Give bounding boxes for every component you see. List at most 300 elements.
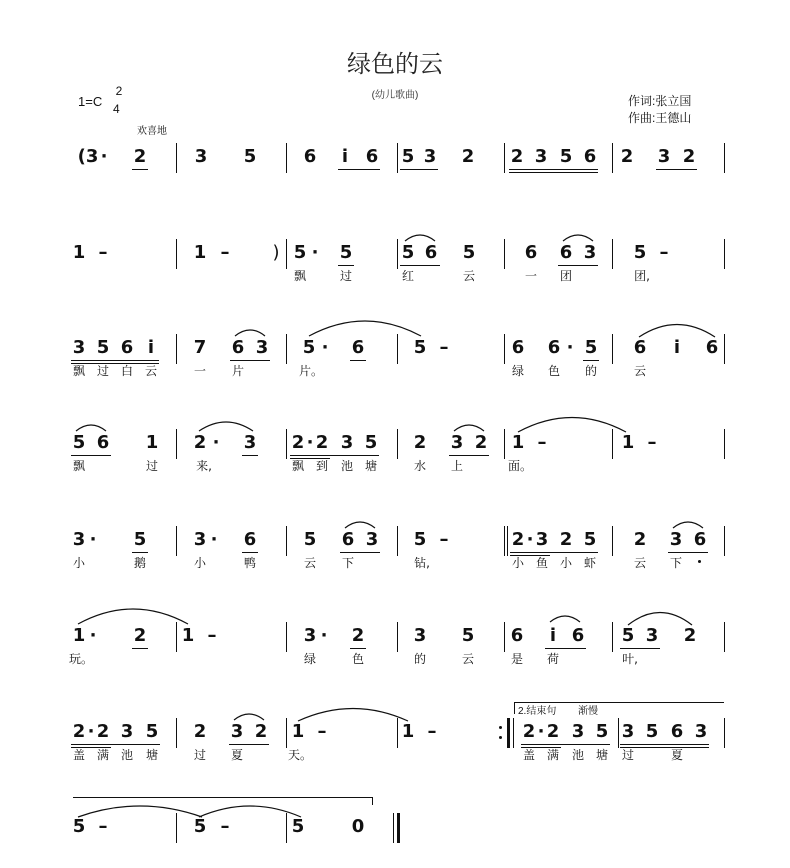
barline	[618, 718, 619, 748]
note: 6	[633, 337, 647, 358]
note: 3	[534, 146, 548, 167]
underline	[509, 169, 598, 170]
barline	[397, 622, 398, 652]
barline	[504, 334, 505, 364]
slur	[548, 612, 582, 624]
underline	[545, 648, 586, 649]
note: 5	[413, 337, 427, 358]
barline	[286, 718, 287, 748]
slur	[452, 421, 486, 433]
repeat-barline-thick	[507, 718, 510, 748]
underline	[449, 455, 489, 456]
note: 6	[693, 529, 707, 550]
lyric: 过	[621, 748, 635, 762]
note: 3	[303, 625, 317, 646]
underline	[620, 648, 660, 649]
note-high: i	[341, 146, 349, 167]
barline	[504, 143, 505, 173]
barline	[176, 429, 177, 459]
underline	[583, 360, 599, 361]
note: 3	[450, 432, 464, 453]
slur	[635, 318, 719, 340]
note: 2	[72, 721, 86, 742]
lyricist: 作词:张立国	[628, 94, 692, 108]
lyric: 片。	[298, 364, 324, 378]
barline	[724, 622, 725, 652]
note: 6	[510, 625, 524, 646]
note: 5	[193, 816, 207, 837]
lyric: 盖	[72, 748, 86, 762]
lyric: 一	[524, 269, 538, 283]
underline	[71, 360, 159, 361]
barline	[176, 239, 177, 269]
composer: 作曲:王德山	[628, 111, 692, 125]
dash: –	[98, 816, 108, 837]
dash: –	[647, 432, 657, 453]
underline	[71, 455, 111, 456]
lyric: 过	[145, 459, 159, 473]
dash: –	[659, 242, 669, 263]
note: 3	[657, 146, 671, 167]
note: 6	[524, 242, 538, 263]
barline	[286, 429, 287, 459]
note: 3	[669, 529, 683, 550]
barline	[612, 526, 613, 556]
lyric: 绿	[511, 364, 525, 378]
note: 2	[546, 721, 560, 742]
note: 3	[194, 146, 208, 167]
dash: –	[427, 721, 437, 742]
note: 2	[461, 146, 475, 167]
barline	[507, 526, 508, 556]
note: 3	[72, 529, 86, 550]
note: 6	[96, 432, 110, 453]
lyric: 团	[559, 269, 573, 283]
slur	[624, 606, 696, 628]
slur	[232, 710, 266, 722]
barline	[612, 239, 613, 269]
note: 6	[341, 529, 355, 550]
augmentation-dot: ·	[537, 721, 545, 742]
barline	[504, 622, 505, 652]
lyric: 满	[546, 748, 560, 762]
note: 5	[364, 432, 378, 453]
volta-tempo: 渐慢	[578, 706, 598, 717]
dash: –	[220, 242, 230, 263]
time-signature: 2 4	[113, 83, 125, 118]
key-signature: 1=C	[78, 94, 103, 109]
lyric: 下	[341, 556, 355, 570]
note: 5	[243, 146, 257, 167]
slur	[514, 411, 630, 435]
lyric: 片	[231, 364, 245, 378]
note: 5	[72, 432, 86, 453]
note: 6	[365, 146, 379, 167]
barline	[724, 334, 725, 364]
note: 6	[231, 337, 245, 358]
volta-label: 2.结束句	[518, 706, 557, 717]
note: 5	[584, 337, 598, 358]
lyric: 池	[571, 748, 585, 762]
note: 2	[96, 721, 110, 742]
barline	[724, 143, 725, 173]
slur	[671, 518, 705, 530]
note: 2	[511, 529, 525, 550]
slur	[233, 326, 267, 338]
note: 2	[510, 146, 524, 167]
note: 2	[474, 432, 488, 453]
lyric: 来,	[196, 459, 212, 473]
lyric: 飘	[72, 364, 86, 378]
lyric: 池	[340, 459, 354, 473]
barline	[286, 622, 287, 652]
tie-line	[73, 797, 372, 798]
lyric: 是	[510, 652, 524, 666]
note: 1	[145, 432, 159, 453]
note: 5	[583, 529, 597, 550]
note: 5	[72, 816, 86, 837]
final-barline-thick	[397, 813, 400, 843]
repeat-barline-thin	[513, 718, 514, 748]
lyric: 的	[584, 364, 598, 378]
lyric: 水	[413, 459, 427, 473]
note: 6	[243, 529, 257, 550]
underline	[71, 744, 160, 745]
lyric: 到	[315, 459, 329, 473]
lyric: 飘	[291, 459, 305, 473]
barline	[612, 622, 613, 652]
underline	[290, 455, 379, 456]
lyric: 虾	[583, 556, 597, 570]
barline	[176, 526, 177, 556]
lyric: 鸭	[243, 556, 257, 570]
note: 3	[120, 721, 134, 742]
lyric: 云	[303, 556, 317, 570]
time-signature-top: 2	[115, 84, 123, 98]
underline	[242, 552, 258, 553]
note: 3	[365, 529, 379, 550]
dash: –	[439, 337, 449, 358]
note: 5	[645, 721, 659, 742]
note: 5	[293, 242, 307, 263]
note: 6	[120, 337, 134, 358]
lyric: 小	[193, 556, 207, 570]
note: 6	[424, 242, 438, 263]
barline	[504, 429, 505, 459]
note: 3	[413, 625, 427, 646]
lyric: 塘	[595, 748, 609, 762]
underline	[350, 648, 366, 649]
lyric: 荷	[546, 652, 560, 666]
volta-bracket-left	[514, 702, 515, 714]
note: 3	[423, 146, 437, 167]
barline	[397, 429, 398, 459]
note: 5	[339, 242, 353, 263]
lyric: 过	[193, 748, 207, 762]
barline	[397, 239, 398, 269]
lyric: 色	[351, 652, 365, 666]
note: 5	[96, 337, 110, 358]
note: 2	[620, 146, 634, 167]
note: 2	[133, 625, 147, 646]
lyric: 小	[559, 556, 573, 570]
tie-line-end	[372, 797, 373, 805]
dash: –	[207, 625, 217, 646]
lyric: 下	[669, 556, 683, 570]
note: 5	[633, 242, 647, 263]
barline	[286, 526, 287, 556]
barline	[286, 143, 287, 173]
lyric: 红	[401, 269, 415, 283]
note: 5	[145, 721, 159, 742]
augmentation-dot: ·	[87, 721, 95, 742]
lyric: 池	[120, 748, 134, 762]
song-title: 绿色的云	[347, 50, 443, 78]
lyric: 团,	[634, 269, 650, 283]
underline	[229, 744, 269, 745]
lyric: 满	[96, 748, 110, 762]
underline	[230, 360, 270, 361]
lyric: 塘	[364, 459, 378, 473]
note: 1	[511, 432, 525, 453]
note: 3	[694, 721, 708, 742]
lyric: 飘	[293, 269, 307, 283]
augmentation-dot: ·	[306, 432, 314, 453]
note: 6	[303, 146, 317, 167]
underline	[132, 648, 148, 649]
note: 1	[291, 721, 305, 742]
note: 2	[254, 721, 268, 742]
lyric: 过	[339, 269, 353, 283]
note: 2	[291, 432, 305, 453]
barline	[176, 143, 177, 173]
note: 1	[72, 625, 86, 646]
barline	[612, 334, 613, 364]
note: 3	[230, 721, 244, 742]
repeat-dot	[499, 736, 502, 739]
barline	[724, 526, 725, 556]
augmentation-dot: ·	[89, 625, 97, 646]
augmentation-dot: ·	[100, 146, 108, 167]
rest: 0	[351, 816, 365, 837]
tempo-marking: 欢喜地	[137, 126, 167, 137]
underline	[510, 552, 598, 553]
note: 5	[461, 625, 475, 646]
song-subtitle: (幼儿歌曲)	[371, 90, 419, 101]
lyric: 飘	[72, 459, 86, 473]
note: 6	[559, 242, 573, 263]
dash: –	[439, 529, 449, 550]
note: 3	[645, 625, 659, 646]
note: 5	[595, 721, 609, 742]
note: 6	[511, 337, 525, 358]
lyric: 鹅	[133, 556, 147, 570]
slur	[74, 801, 206, 819]
note: 5	[291, 816, 305, 837]
augmentation-dot: ·	[526, 529, 534, 550]
lyric: 小	[511, 556, 525, 570]
underline	[400, 265, 440, 266]
note: 3	[535, 529, 549, 550]
note: 5	[559, 146, 573, 167]
note: 3	[621, 721, 635, 742]
lyric: 绿	[303, 652, 317, 666]
underline	[338, 265, 354, 266]
lyric: 盖	[522, 748, 536, 762]
lyric: 云	[462, 269, 476, 283]
lyric: 叶,	[622, 652, 638, 666]
underline	[400, 169, 438, 170]
note: 5	[462, 242, 476, 263]
lyric: 玩。	[68, 652, 94, 666]
lyric: 夏	[230, 748, 244, 762]
note: 6	[583, 146, 597, 167]
augmentation-dot: ·	[212, 432, 220, 453]
underline	[620, 744, 709, 745]
note: 3	[72, 337, 86, 358]
note: 3	[193, 529, 207, 550]
augmentation-dot: ·	[566, 337, 574, 358]
slur	[195, 801, 305, 819]
note: 2	[351, 625, 365, 646]
lyric: 塘	[145, 748, 159, 762]
lyric: 云	[633, 556, 647, 570]
lyric: 面。	[507, 459, 533, 473]
underline	[558, 265, 598, 266]
note: 6	[547, 337, 561, 358]
augmentation-dot: ·	[210, 529, 218, 550]
note: 3	[243, 432, 257, 453]
lyric: 云	[633, 364, 647, 378]
lyric: 钻,	[414, 556, 430, 570]
lyric: 的	[413, 652, 427, 666]
dash: –	[537, 432, 547, 453]
dash: –	[317, 721, 327, 742]
note: 2	[133, 146, 147, 167]
slur	[294, 702, 412, 724]
note: 2	[413, 432, 427, 453]
slur	[343, 518, 377, 530]
note: 6	[670, 721, 684, 742]
barline	[724, 718, 725, 748]
note: 5	[302, 337, 316, 358]
barline	[286, 239, 287, 269]
slur	[74, 421, 108, 433]
barline	[724, 429, 725, 459]
lyric: 上	[450, 459, 464, 473]
underline	[242, 455, 258, 456]
note: 2	[522, 721, 536, 742]
augmentation-dot: ·	[311, 242, 319, 263]
note: 5	[413, 529, 427, 550]
note: 6	[571, 625, 585, 646]
lyric: 云	[144, 364, 158, 378]
note: 2	[683, 625, 697, 646]
note: 1	[193, 242, 207, 263]
augmentation-dot: ·	[320, 625, 328, 646]
lyric: 夏	[670, 748, 684, 762]
note: 3	[571, 721, 585, 742]
barline	[176, 334, 177, 364]
repeat-dot	[499, 726, 502, 729]
lyric: 天。	[287, 748, 313, 762]
slur	[305, 314, 425, 340]
lyric: 鱼	[535, 556, 549, 570]
note: 3	[583, 242, 597, 263]
barline	[176, 718, 177, 748]
note: 2	[193, 432, 207, 453]
underline	[132, 169, 148, 170]
lyric: 一	[193, 364, 207, 378]
note: 7	[193, 337, 207, 358]
barline	[397, 143, 398, 173]
note: (3	[77, 146, 99, 167]
barline	[397, 526, 398, 556]
lyric: 过	[96, 364, 110, 378]
note-high: i	[549, 625, 557, 646]
note: 1	[181, 625, 195, 646]
slur	[74, 602, 192, 628]
note-high: i	[673, 337, 681, 358]
underline	[350, 360, 366, 361]
note-high: i	[147, 337, 155, 358]
lyric: 色	[547, 364, 561, 378]
note: 2	[315, 432, 329, 453]
augmentation-dot: ·	[321, 337, 329, 358]
double-underline	[509, 172, 598, 173]
underline	[340, 552, 380, 553]
note: 5	[401, 242, 415, 263]
note: 1	[72, 242, 86, 263]
note: 2	[633, 529, 647, 550]
augmentation-dot: ·	[89, 529, 97, 550]
note: 3	[340, 432, 354, 453]
lyric: 云	[461, 652, 475, 666]
close-paren: )	[272, 242, 280, 263]
note: 1	[401, 721, 415, 742]
dash: –	[220, 816, 230, 837]
note: 5	[133, 529, 147, 550]
barline	[612, 143, 613, 173]
note: 2	[193, 721, 207, 742]
slur	[196, 417, 256, 433]
low-octave-dot	[698, 560, 701, 563]
note: 6	[705, 337, 719, 358]
lyric: 小	[72, 556, 86, 570]
note: 5	[621, 625, 635, 646]
credits	[628, 93, 691, 127]
dash: –	[98, 242, 108, 263]
underline	[338, 169, 380, 170]
barline	[724, 239, 725, 269]
lyric: 白	[120, 364, 134, 378]
note: 6	[351, 337, 365, 358]
note: 2	[559, 529, 573, 550]
barline	[504, 239, 505, 269]
note: 3	[255, 337, 269, 358]
barline	[504, 526, 505, 556]
underline	[668, 552, 708, 553]
note: 1	[621, 432, 635, 453]
underline	[132, 552, 148, 553]
underline	[656, 169, 697, 170]
note: 5	[401, 146, 415, 167]
underline	[521, 744, 610, 745]
note: 5	[303, 529, 317, 550]
slur	[561, 231, 595, 243]
note: 2	[682, 146, 696, 167]
barline	[286, 334, 287, 364]
